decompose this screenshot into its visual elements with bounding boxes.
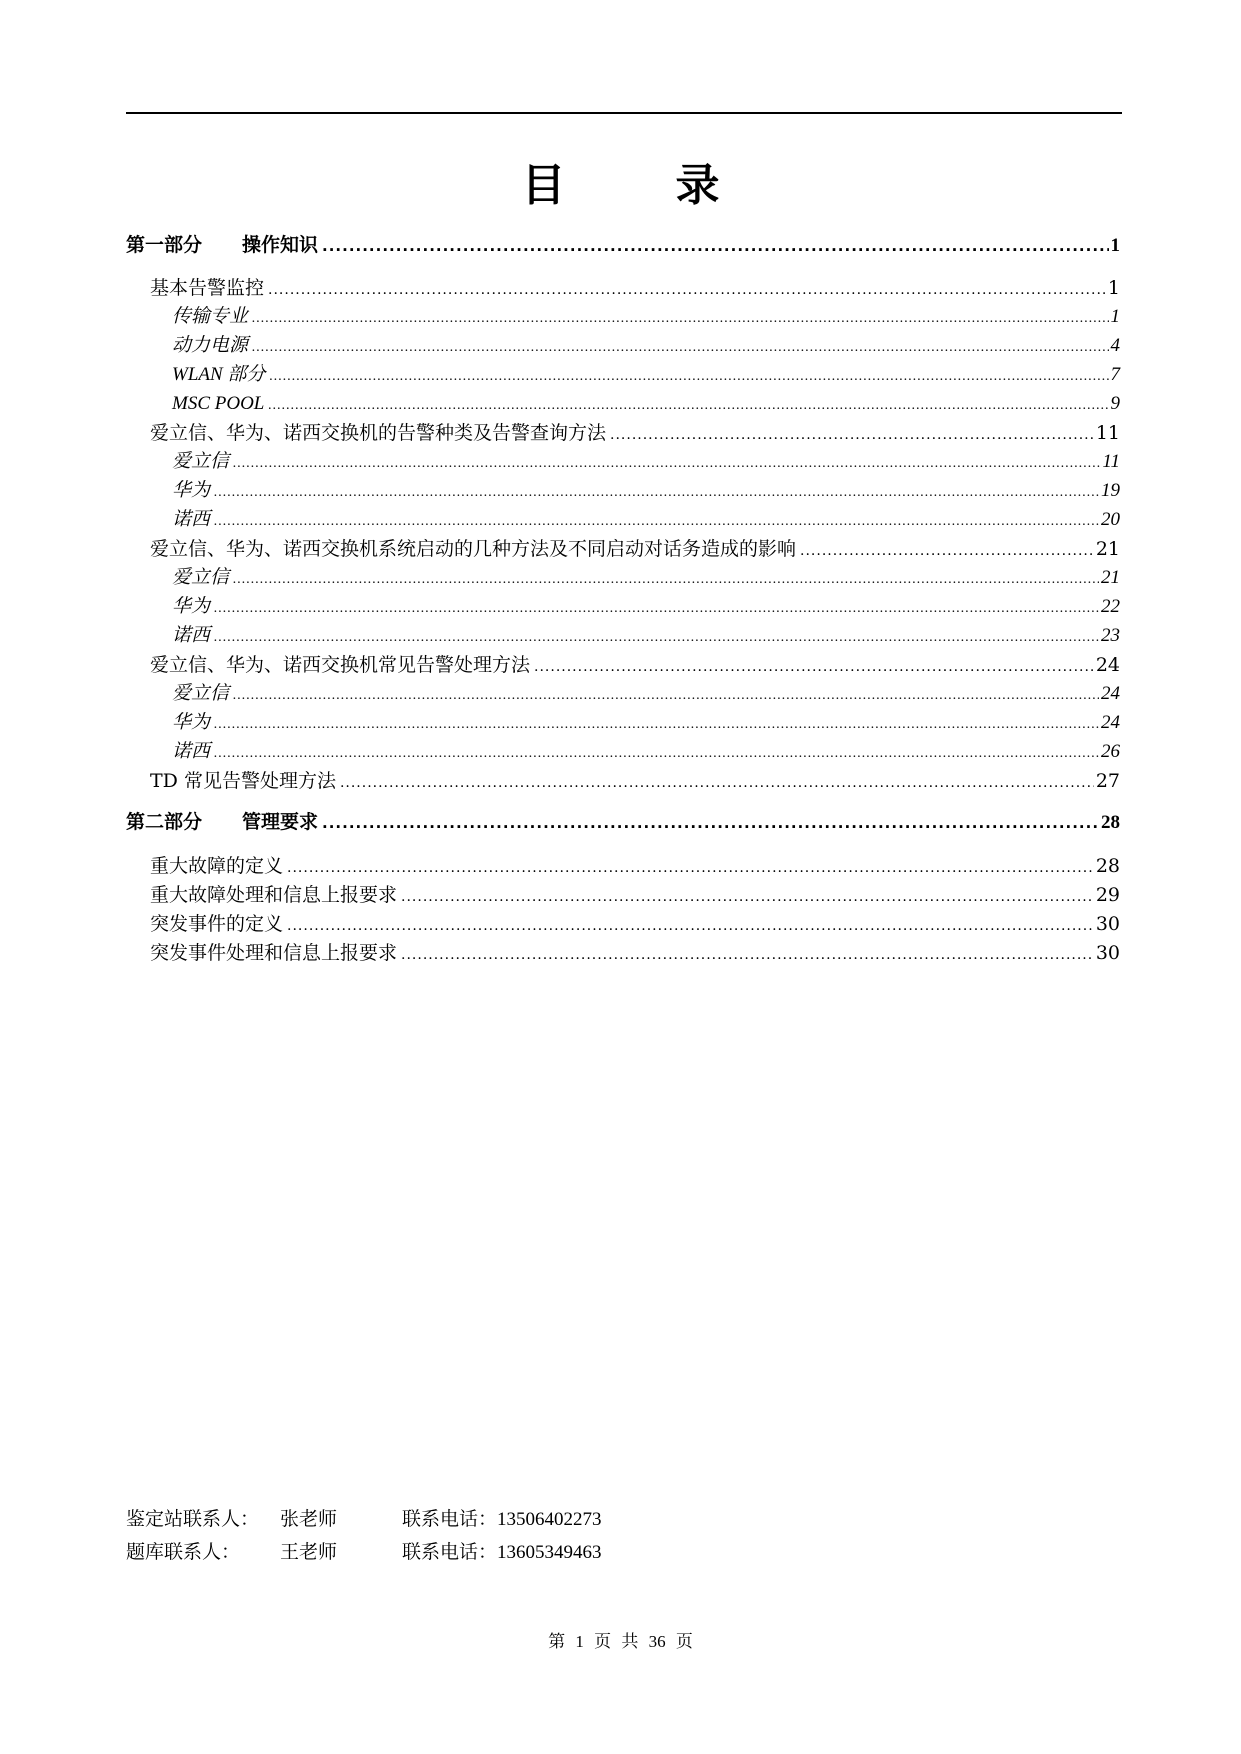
toc-entry[interactable] (150, 273, 1120, 303)
toc-entry-label: 突发事件的定义 (150, 913, 284, 935)
toc-page-number: 23 (1101, 625, 1120, 646)
toc-subentry[interactable] (172, 389, 1120, 419)
toc-page-number: 20 (1101, 509, 1120, 530)
toc-page-number: 24 (1101, 683, 1120, 704)
toc-page-number: 24 (1095, 654, 1120, 676)
toc-leader (214, 739, 1099, 769)
toc-entry[interactable] (150, 938, 1120, 968)
toc-entry-label: 爱立信 (172, 567, 230, 588)
contact-role: 题库联系人： (126, 1541, 241, 1563)
toc-subentry[interactable] (172, 737, 1120, 767)
toc-page-number: 29 (1095, 884, 1120, 906)
toc-entry-label: 基本告警监控 (150, 277, 265, 299)
toc-leader (214, 478, 1099, 508)
toc-leader (322, 808, 1099, 838)
contact-phone: 联系电话：13605349463 (402, 1542, 602, 1563)
toc-page-number: 9 (1110, 393, 1120, 414)
toc-entry-label: MSC POOL (172, 393, 265, 414)
header-rule (126, 112, 1122, 114)
toc-entry-label: 华为 (172, 596, 211, 617)
toc-subentry[interactable] (172, 592, 1120, 622)
toc-leader (534, 652, 1094, 682)
toc-page-number: 21 (1101, 567, 1120, 588)
toc-page-number: 30 (1095, 913, 1120, 935)
toc-entry-label: 动力电源 (172, 335, 249, 356)
contact-phone: 联系电话：13506402273 (402, 1509, 602, 1530)
toc-page-number: 30 (1095, 942, 1120, 964)
toc-subentry[interactable] (172, 621, 1120, 651)
toc-part-label: 第二部分 管理要求 (126, 811, 319, 833)
toc-page-number: 11 (1102, 451, 1120, 472)
toc-leader (214, 623, 1099, 653)
toc-entry-label: 诺西 (172, 741, 211, 762)
toc-entry[interactable] (150, 534, 1120, 564)
toc-part-1[interactable] (126, 230, 1120, 260)
toc-leader (401, 882, 1094, 912)
toc-leader (214, 594, 1099, 624)
toc-leader (214, 710, 1099, 740)
toc-subentry[interactable] (172, 331, 1120, 361)
toc-entry[interactable] (150, 851, 1120, 881)
toc-entry[interactable] (150, 766, 1120, 796)
toc-leader (322, 231, 1108, 261)
toc-entry[interactable] (150, 880, 1120, 910)
toc-page-number: 19 (1101, 480, 1120, 501)
toc-subentry[interactable] (172, 708, 1120, 738)
toc-page-number: 1 (1107, 277, 1120, 299)
toc-leader (340, 768, 1094, 798)
toc-leader (268, 391, 1108, 421)
toc-entry-label: 突发事件处理和信息上报要求 (150, 942, 398, 964)
contact-name: 张老师 (280, 1508, 338, 1530)
toc-leader (252, 304, 1108, 334)
toc-subentry[interactable] (172, 447, 1120, 477)
toc-subentry[interactable] (172, 679, 1120, 709)
toc-subentry[interactable] (172, 302, 1120, 332)
contact-role: 鉴定站联系人： (126, 1508, 260, 1530)
page-footer: 第 1 页 共 36 页 (548, 1632, 693, 1651)
title-char-2: 录 (675, 160, 720, 211)
toc-leader (269, 362, 1108, 392)
toc-entry-label: 华为 (172, 480, 211, 501)
toc-leader (287, 853, 1094, 883)
toc-page-number: 1 (1110, 235, 1120, 256)
toc-subentry[interactable] (172, 476, 1120, 506)
toc-entry-label: 重大故障的定义 (150, 855, 284, 877)
toc-entry[interactable] (150, 418, 1120, 448)
toc-page-number: 27 (1095, 770, 1120, 792)
toc-page-number: 24 (1101, 712, 1120, 733)
toc-leader (268, 275, 1106, 305)
toc-entry-label: TD 常见告警处理方法 (150, 770, 336, 792)
toc-entry-label: 爱立信、华为、诺西交换机系统启动的几种方法及不同启动对话务造成的影响 (150, 538, 797, 560)
toc-leader (401, 940, 1094, 970)
toc-page-number: 28 (1095, 855, 1120, 877)
toc-page-number: 21 (1095, 538, 1120, 560)
toc-entry-label: 爱立信 (172, 451, 230, 472)
toc-entry-label: 重大故障处理和信息上报要求 (150, 884, 398, 906)
toc-leader (252, 333, 1108, 363)
toc-page-number: 4 (1110, 335, 1120, 356)
toc-page-number: 28 (1101, 812, 1120, 833)
toc-entry[interactable] (150, 909, 1120, 939)
toc-leader (233, 449, 1100, 479)
toc-subentry[interactable] (172, 505, 1120, 535)
toc-entry-label: 爱立信、华为、诺西交换机的告警种类及告警查询方法 (150, 422, 607, 444)
toc-page-number: 26 (1101, 741, 1120, 762)
toc-entry-label: 诺西 (172, 625, 211, 646)
toc-entry[interactable] (150, 650, 1120, 680)
toc-page-number: 1 (1110, 306, 1120, 327)
title-char-1: 目 (521, 160, 566, 211)
toc-entry-label: 华为 (172, 712, 211, 733)
toc-entry-label: 传输专业 (172, 306, 249, 327)
toc-page-number: 7 (1110, 364, 1120, 385)
toc-leader (610, 420, 1094, 450)
toc-leader (287, 911, 1094, 941)
toc-leader (800, 536, 1094, 566)
toc-leader (233, 681, 1099, 711)
toc-page-number: 22 (1101, 596, 1120, 617)
toc-entry-label: WLAN 部分 (172, 364, 266, 385)
toc-entry-label: 爱立信、华为、诺西交换机常见告警处理方法 (150, 654, 531, 676)
toc-page-number: 11 (1095, 422, 1120, 444)
page-title (0, 156, 1241, 216)
toc-entry-label: 诺西 (172, 509, 211, 530)
toc-subentry[interactable] (172, 360, 1120, 390)
toc-leader (214, 507, 1099, 537)
toc-part-label: 第一部分 操作知识 (126, 234, 319, 256)
toc-subentry[interactable] (172, 563, 1120, 593)
toc-part-2[interactable] (126, 807, 1120, 837)
toc-entry-label: 爱立信 (172, 683, 230, 704)
toc-leader (233, 565, 1099, 595)
contact-name: 王老师 (280, 1541, 338, 1563)
